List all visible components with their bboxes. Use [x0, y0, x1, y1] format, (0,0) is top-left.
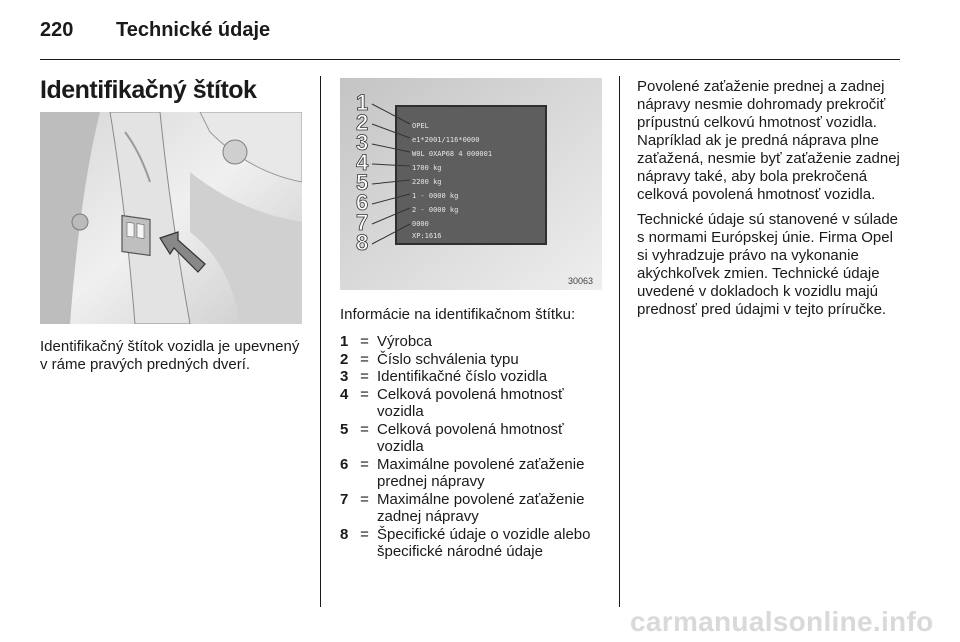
plate-text-line8: 0000: [412, 220, 429, 228]
plate-text-line7: 2 - 0000 kg: [412, 206, 459, 214]
legend-item: [340, 333, 610, 351]
section-title: Identifikačný štítok: [40, 76, 257, 104]
plate-text-line2: e1*2001/116*0000: [412, 136, 480, 144]
column-divider-right: [619, 76, 620, 607]
legend-text: [377, 526, 610, 561]
callout-8: 8: [356, 230, 369, 255]
legend-item: [340, 456, 610, 491]
legend-item: [340, 491, 610, 526]
legend-text: [377, 333, 610, 351]
callout-4: 4: [356, 150, 369, 175]
callout-5: 5: [356, 170, 369, 195]
plate-text-line4: 1700 kg: [412, 164, 442, 172]
legend-number: 3: [340, 368, 349, 385]
legend-text: [377, 368, 610, 386]
legend-item: [340, 351, 610, 369]
header-rule: [40, 59, 900, 60]
figure-label: 30063: [568, 276, 594, 286]
right-paragraph-2: Technické údaje sú stanovené v súlade s normami Európskej únie. Firma Opel si vyhradzuje právo na vykonanie akýchkoľvek zmien. Technické údaje uvedené v dokladoch k vozidlu majú prednosť pred údajmi v tejto príručke.: [637, 211, 899, 318]
legend-item: [340, 368, 610, 386]
legend-text: [377, 386, 610, 421]
legend-number: 4: [340, 385, 349, 403]
watermark: carmanualsonline.info: [630, 606, 934, 637]
legend-text: [377, 456, 610, 491]
callout-1: 1: [356, 90, 369, 115]
legend-text-line: Maximálne povolené zaťaženie: [377, 490, 585, 508]
legend-equals: =: [360, 525, 369, 543]
plate-text-line1: OPEL: [412, 122, 429, 130]
callout-3: 3: [356, 130, 369, 155]
plate-legend: [340, 333, 610, 561]
callout-2: 2: [356, 110, 369, 135]
legend-item: [340, 526, 610, 561]
right-paragraph-1: Povolené zaťaženie prednej a zadnej nápravy nesmie dohromady prekročiť prípustnú celkovú hmotnosť vozidla. Napríklad ak je predná náprava plne zaťažená, nesmie byť zaťaženie zadnej nápravy také, aby bola prekročená celková povolená hmotnosť vozidla.: [637, 78, 900, 203]
legend-text-line: vozidla: [377, 438, 424, 455]
page-number: 220: [40, 19, 74, 41]
load-info-text: [637, 78, 907, 326]
legend-text-line: prednej nápravy: [377, 473, 485, 490]
legend-text: [377, 351, 610, 369]
legend-number: 2: [340, 350, 349, 368]
column-divider-left: [320, 76, 321, 607]
legend-number: 6: [340, 455, 349, 473]
legend-equals: =: [360, 420, 369, 438]
legend-text: [377, 491, 610, 526]
legend-equals: =: [360, 350, 369, 368]
legend-text-line: Špecifické údaje o vozidle alebo: [377, 525, 591, 543]
legend-number: 1: [340, 333, 349, 350]
legend-number: 8: [340, 525, 349, 543]
legend-number: 5: [340, 420, 349, 438]
legend-equals: =: [360, 490, 369, 508]
legend-equals: =: [360, 385, 369, 403]
legend-number: 7: [340, 490, 349, 508]
legend-text-line: vozidla: [377, 403, 424, 420]
legend-intro: Informácie na identifikačnom štítku:: [340, 306, 576, 323]
legend-text-line: špecifické národné údaje: [377, 543, 543, 560]
plate-text-line9: XP:1616: [412, 232, 442, 240]
legend-text-line: zadnej nápravy: [377, 508, 479, 525]
plate-text-line6: 1 - 0000 kg: [412, 192, 459, 200]
legend-equals: =: [360, 333, 369, 350]
legend-text-line: Maximálne povolené zaťaženie: [377, 455, 585, 473]
legend-equals: =: [360, 368, 369, 385]
legend-text: [377, 421, 610, 456]
legend-text-line: Celková povolená hmotnosť: [377, 385, 564, 403]
legend-text-line: Výrobca: [377, 333, 433, 350]
callout-7: 7: [356, 210, 369, 235]
plate-text-line5: 2200 kg: [412, 178, 442, 186]
identification-plate-illustration: [340, 78, 602, 290]
plate-text-line3: W0L 0XAP68 4 000001: [412, 150, 493, 158]
legend-text-line: Číslo schválenia typu: [377, 350, 519, 368]
chapter-title: Technické údaje: [116, 19, 271, 41]
legend-item: [340, 386, 610, 421]
legend-text-line: Celková povolená hmotnosť: [377, 420, 564, 438]
callout-6: 6: [356, 190, 369, 215]
legend-item: [340, 421, 610, 456]
plate-location-text: Identifikačný štítok vozidla je upevnený v ráme pravých predných dverí.: [40, 338, 300, 373]
legend-text-line: Identifikačné číslo vozidla: [377, 368, 548, 385]
door-frame-illustration: [40, 112, 302, 324]
legend-equals: =: [360, 455, 369, 473]
